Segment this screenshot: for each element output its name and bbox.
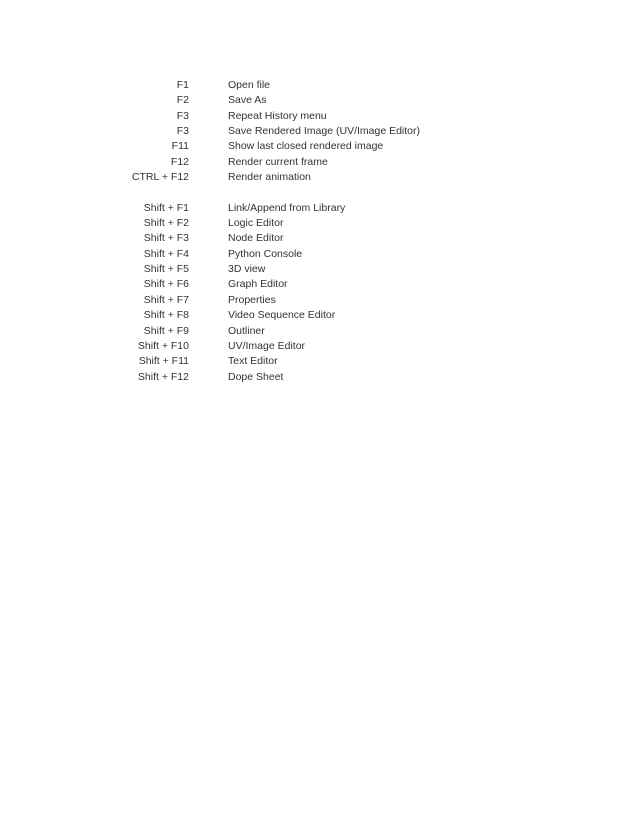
shortcut-action: 3D view xyxy=(228,263,266,276)
shortcut-row xyxy=(0,109,638,124)
shortcut-key: Shift + F11 xyxy=(138,355,189,368)
shortcut-action: Show last closed rendered image xyxy=(228,140,384,153)
shortcut-key: Shift + F3 xyxy=(143,232,189,245)
shortcut-action: Logic Editor xyxy=(228,217,284,230)
shortcut-row xyxy=(0,139,638,154)
shortcut-key: Shift + F5 xyxy=(143,263,189,276)
shortcut-action: Outliner xyxy=(228,324,265,337)
shortcut-action: Save As xyxy=(228,94,267,107)
shortcut-action: Render animation xyxy=(228,171,311,184)
shortcut-row xyxy=(0,277,638,292)
shortcut-key: Shift + F6 xyxy=(143,278,189,291)
shortcut-table xyxy=(0,78,638,385)
shortcut-action: Node Editor xyxy=(228,232,284,245)
shortcut-row xyxy=(0,354,638,369)
shortcut-action: Properties xyxy=(228,293,276,306)
shortcut-row xyxy=(0,78,638,93)
shortcut-key: Shift + F4 xyxy=(143,247,189,260)
shortcut-action: Repeat History menu xyxy=(228,109,327,122)
shortcut-key: Shift + F9 xyxy=(143,324,189,337)
shortcut-row xyxy=(0,93,638,108)
shortcut-row xyxy=(0,216,638,231)
shortcut-action: Python Console xyxy=(228,247,303,260)
shortcut-key: Shift + F12 xyxy=(137,370,189,383)
shortcut-key: F1 xyxy=(176,79,189,91)
shortcut-key: F12 xyxy=(170,155,189,168)
shortcut-row xyxy=(0,231,638,246)
shortcut-key: Shift + F7 xyxy=(143,293,189,306)
shortcut-row xyxy=(0,124,638,139)
shortcut-row xyxy=(0,293,638,308)
shortcut-action: Open file xyxy=(228,79,271,91)
shortcut-row xyxy=(0,324,638,339)
shortcut-key: Shift + F10 xyxy=(137,339,189,352)
shortcut-row xyxy=(0,370,638,385)
shortcut-key: F11 xyxy=(171,140,189,153)
shortcut-key: Shift + F1 xyxy=(143,201,189,214)
shortcut-action: UV/Image Editor xyxy=(228,339,306,352)
shortcut-key: F3 xyxy=(176,109,189,122)
shortcut-action: Link/Append from Library xyxy=(228,201,346,214)
shortcut-row xyxy=(0,308,638,323)
shortcut-row xyxy=(0,155,638,170)
shortcut-action: Dope Sheet xyxy=(228,370,284,383)
shortcut-key: Shift + F2 xyxy=(143,217,189,230)
shortcut-action: Render current frame xyxy=(228,155,328,168)
shortcut-key: F3 xyxy=(176,125,189,138)
shortcut-row xyxy=(0,262,638,277)
shortcut-row xyxy=(0,170,638,185)
shortcut-action: Text Editor xyxy=(228,355,278,368)
shortcut-key: F2 xyxy=(176,94,189,107)
shortcut-key: CTRL + F12 xyxy=(131,171,189,184)
shortcut-action: Save Rendered Image (UV/Image Editor) xyxy=(228,125,421,138)
shortcut-action: Graph Editor xyxy=(228,278,288,291)
shortcut-action: Video Sequence Editor xyxy=(228,309,336,322)
shortcut-row xyxy=(0,201,638,216)
shortcut-row xyxy=(0,247,638,262)
shortcut-key: Shift + F8 xyxy=(143,309,189,322)
shortcut-row xyxy=(0,339,638,354)
